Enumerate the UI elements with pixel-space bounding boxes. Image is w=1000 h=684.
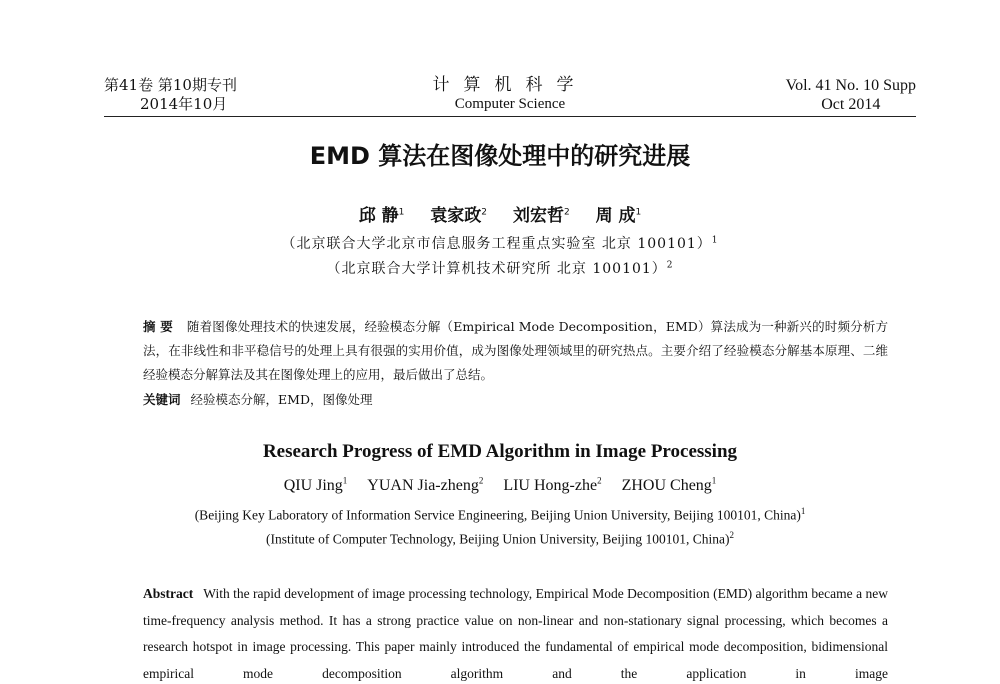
issue-info-en bbox=[786, 76, 916, 114]
author-aff-mark: 1 bbox=[711, 476, 717, 486]
issue-date-en: Oct 2014 bbox=[821, 96, 881, 113]
author-name: LIU Hong-zhe bbox=[503, 477, 598, 495]
abstract-label-cn: 摘 要 bbox=[143, 319, 173, 334]
author-name: 周 成 bbox=[595, 206, 636, 226]
author-en bbox=[503, 477, 601, 494]
author-cn bbox=[359, 206, 405, 226]
author-cn bbox=[513, 206, 570, 226]
author-cn bbox=[430, 206, 487, 226]
author-name: 刘宏哲 bbox=[512, 206, 564, 226]
abstract-label-en: Abstract bbox=[143, 586, 194, 601]
author-en bbox=[284, 477, 348, 494]
author-list-en bbox=[0, 476, 1000, 495]
author-name: QIU Jing bbox=[283, 477, 343, 495]
author-list-cn bbox=[0, 201, 1000, 226]
author-aff-mark: 2 bbox=[597, 476, 602, 486]
author-name: 邱 静 bbox=[358, 206, 399, 226]
keywords-label-cn: 关键词 bbox=[143, 392, 181, 407]
issue-volume: 第41卷 第10期专刊 bbox=[104, 76, 237, 94]
abstract-text-en: With the rapid development of image processing technology, Empirical Mode Decomposition (EMD) algorithm became a new time-frequency analysis method. It has a strong practice value on non-linear and non-stationary signal processing, which becomes a research hotspot in image processing. This paper mainly introduced the fundamental of empirical mode decomposition, bidimensional empirical mode decomposition algorithm and the application in image bbox=[143, 586, 888, 681]
author-name: ZHOU Cheng bbox=[621, 477, 712, 495]
affiliation-text: （北京联合大学北京市信息服务工程重点实验室 北京 100101） bbox=[281, 236, 712, 252]
keywords-text-cn: 经验模态分解，EMD，图像处理 bbox=[190, 392, 373, 407]
affiliation-cn-1 bbox=[0, 233, 1000, 253]
author-en bbox=[622, 477, 717, 494]
paper-title-en: Research Progress of EMD Algorithm in Image Processing bbox=[262, 441, 738, 462]
author-aff-mark: 1 bbox=[398, 207, 405, 218]
affiliation-en-2 bbox=[0, 530, 1000, 548]
affiliation-cn-2 bbox=[0, 258, 1000, 278]
author-aff-mark: 2 bbox=[563, 207, 570, 218]
author-aff-mark: 1 bbox=[635, 207, 642, 218]
abstract-text-cn: 随着图像处理技术的快速发展，经验模态分解（Empirical Mode Decomposition，EMD）算法成为一种新兴的时频分析方法，在非线性和非平稳信号的处理上具有很强的实用价值，成为图像处理领域里的研究热点。主要介绍了经验模态分解基本原理、二维经验模态分解算法及其在图像处理上的应用，最后做出了总结。 bbox=[143, 319, 889, 382]
author-en bbox=[367, 477, 483, 494]
affiliation-en-1 bbox=[0, 506, 1000, 524]
journal-name-en: Computer Science bbox=[454, 96, 566, 112]
abstract-cn bbox=[143, 315, 888, 387]
author-aff-mark: 1 bbox=[342, 476, 348, 486]
journal-header bbox=[104, 76, 916, 117]
author-aff-mark: 2 bbox=[478, 476, 484, 486]
issue-date: 2014年10月 bbox=[140, 95, 228, 113]
affiliation-mark: 2 bbox=[666, 260, 674, 271]
author-name: 袁家政 bbox=[430, 206, 482, 226]
affiliation-text: （北京联合大学计算机技术研究所 北京 100101） bbox=[326, 261, 667, 277]
paper-title-cn: EMD 算法在图像处理中的研究进展 bbox=[309, 142, 691, 170]
issue-volume-en: Vol. 41 No. 10 Supp bbox=[785, 77, 916, 94]
affiliation-mark: 1 bbox=[800, 506, 806, 516]
affiliation-mark: 1 bbox=[711, 235, 719, 246]
author-aff-mark: 2 bbox=[481, 207, 488, 218]
affiliation-text: (Institute of Computer Technology, Beijing Union University, Beijing 100101, China) bbox=[265, 531, 730, 547]
author-cn bbox=[596, 206, 642, 226]
affiliation-mark: 2 bbox=[729, 530, 734, 540]
keywords-cn bbox=[143, 388, 888, 412]
affiliation-text: (Beijing Key Laboratory of Information Service Engineering, Beijing Union University, Beijing 100101, China) bbox=[194, 507, 801, 523]
journal-name-cn: 计算机科学 bbox=[432, 75, 588, 95]
abstract-en bbox=[143, 581, 888, 684]
author-name: YUAN Jia-zheng bbox=[367, 477, 479, 495]
